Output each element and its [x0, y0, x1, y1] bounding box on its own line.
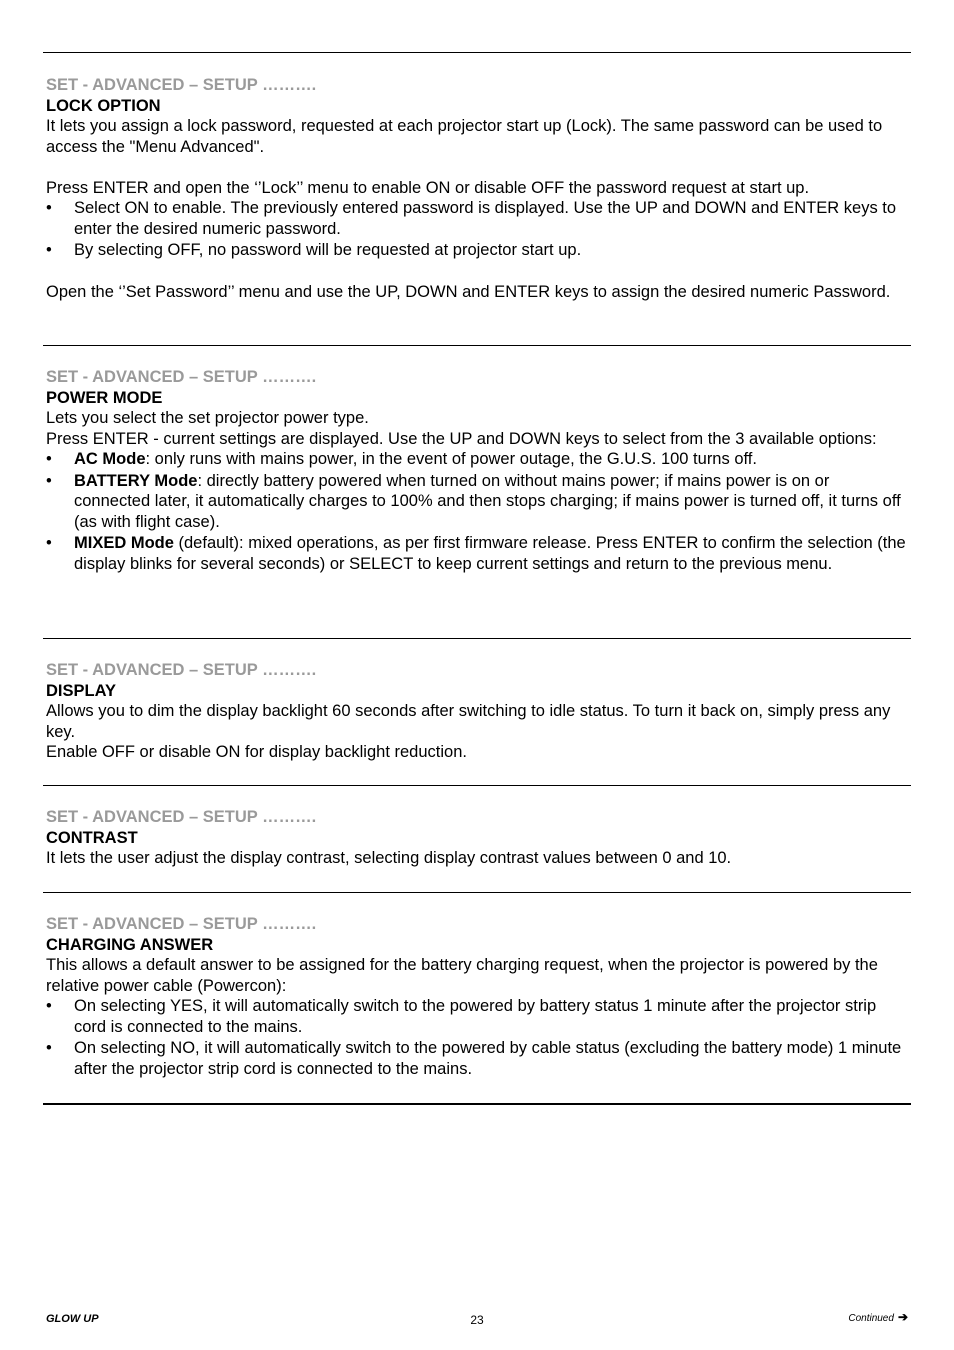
paragraph: Lets you select the set projector power type. — [46, 409, 369, 427]
paragraph: Allows you to dim the display backlight 60 seconds after switching to idle status. To turn it back on, simply press any key. — [46, 702, 891, 741]
divider — [43, 892, 911, 893]
arrow-right-icon: ➔ — [897, 1310, 908, 1324]
bullet-icon: • — [46, 534, 52, 552]
paragraph: Press ENTER - current settings are displayed. Use the UP and DOWN keys to select from the 3 available options: — [46, 429, 877, 448]
footer-brand: GLOW UP — [46, 1313, 99, 1325]
section-title: LOCK OPTION — [46, 96, 161, 115]
divider-bottom — [43, 1103, 911, 1105]
breadcrumb: SET - ADVANCED – SETUP ………. — [46, 661, 317, 679]
section-charging-answer — [46, 914, 908, 1080]
divider-top — [43, 52, 911, 53]
bullet-icon: • — [46, 471, 52, 490]
section-lock-option — [46, 75, 908, 303]
bullet-icon: • — [46, 241, 52, 259]
bullet-list — [46, 996, 908, 1079]
section-title: CHARGING ANSWER — [46, 935, 214, 954]
list-item: • On selecting NO, it will automatically switch to the powered by cable status (excluding the battery mode) 1 minute after the projector strip cord is connected to the mains. — [46, 1039, 902, 1078]
paragraph: Press ENTER and open the ‘’Lock’’ menu to enable ON or disable OFF the password request at start up. — [46, 178, 810, 197]
list-item: • MIXED Mode (default): mixed operations, as per first firmware release. Press ENTER to confirm the selection (the display blinks for several seconds) or SELECT to keep current settings and return to the previous menu. — [46, 534, 906, 573]
divider — [43, 785, 911, 786]
divider — [43, 638, 911, 639]
paragraph: Enable OFF or disable ON for display backlight reduction. — [46, 743, 467, 761]
paragraph: This allows a default answer to be assigned for the battery charging request, when the projector is powered by the relative power cable (Powercon): — [46, 956, 878, 995]
breadcrumb: SET - ADVANCED – SETUP ………. — [46, 915, 317, 933]
breadcrumb: SET - ADVANCED – SETUP ………. — [46, 76, 317, 94]
breadcrumb: SET - ADVANCED – SETUP ………. — [46, 368, 317, 386]
bullet-icon: • — [46, 1039, 52, 1057]
section-title: POWER MODE — [46, 388, 163, 407]
paragraph: Open the ‘’Set Password’’ menu and use the UP, DOWN and ENTER keys to assign the desired numeric Password. — [46, 283, 891, 301]
section-contrast — [46, 807, 908, 869]
section-title: DISPLAY — [46, 681, 116, 700]
list-item: • Select ON to enable. The previously entered password is displayed. Use the UP and DOWN and ENTER keys to enter the desired numeric password. — [46, 199, 897, 238]
bullet-icon: • — [46, 450, 52, 468]
breadcrumb: SET - ADVANCED – SETUP ………. — [46, 808, 317, 826]
section-power-mode — [46, 367, 908, 575]
paragraph: It lets you assign a lock password, requested at each projector start up (Lock). The same password can be used to access the "Menu Advanced". — [46, 117, 883, 156]
section-display — [46, 660, 908, 763]
continued-label: Continued ➔ — [848, 1310, 908, 1324]
list-item: • AC Mode: only runs with mains power, in the event of power outage, the G.U.S. 100 turns off. — [46, 450, 757, 468]
page-number: 23 — [470, 1313, 484, 1327]
bullet-list — [46, 449, 908, 574]
section-title: CONTRAST — [46, 828, 138, 847]
divider — [43, 345, 911, 346]
list-item: • By selecting OFF, no password will be requested at projector start up. — [46, 241, 582, 259]
bullet-icon: • — [46, 199, 52, 217]
list-item: • BATTERY Mode: directly battery powered when turned on without mains power; if mains power is on or connected later, it automatically charges to 100% and then stops charging; if mains power is turned off, it turns off (as with flight case). — [46, 471, 901, 531]
paragraph: It lets the user adjust the display contrast, selecting display contrast values between 0 and 10. — [46, 849, 732, 867]
list-item: • On selecting YES, it will automatically switch to the powered by battery status 1 minute after the projector strip cord is connected to the mains. — [46, 997, 877, 1036]
bullet-icon: • — [46, 997, 52, 1015]
bullet-list — [46, 198, 908, 261]
